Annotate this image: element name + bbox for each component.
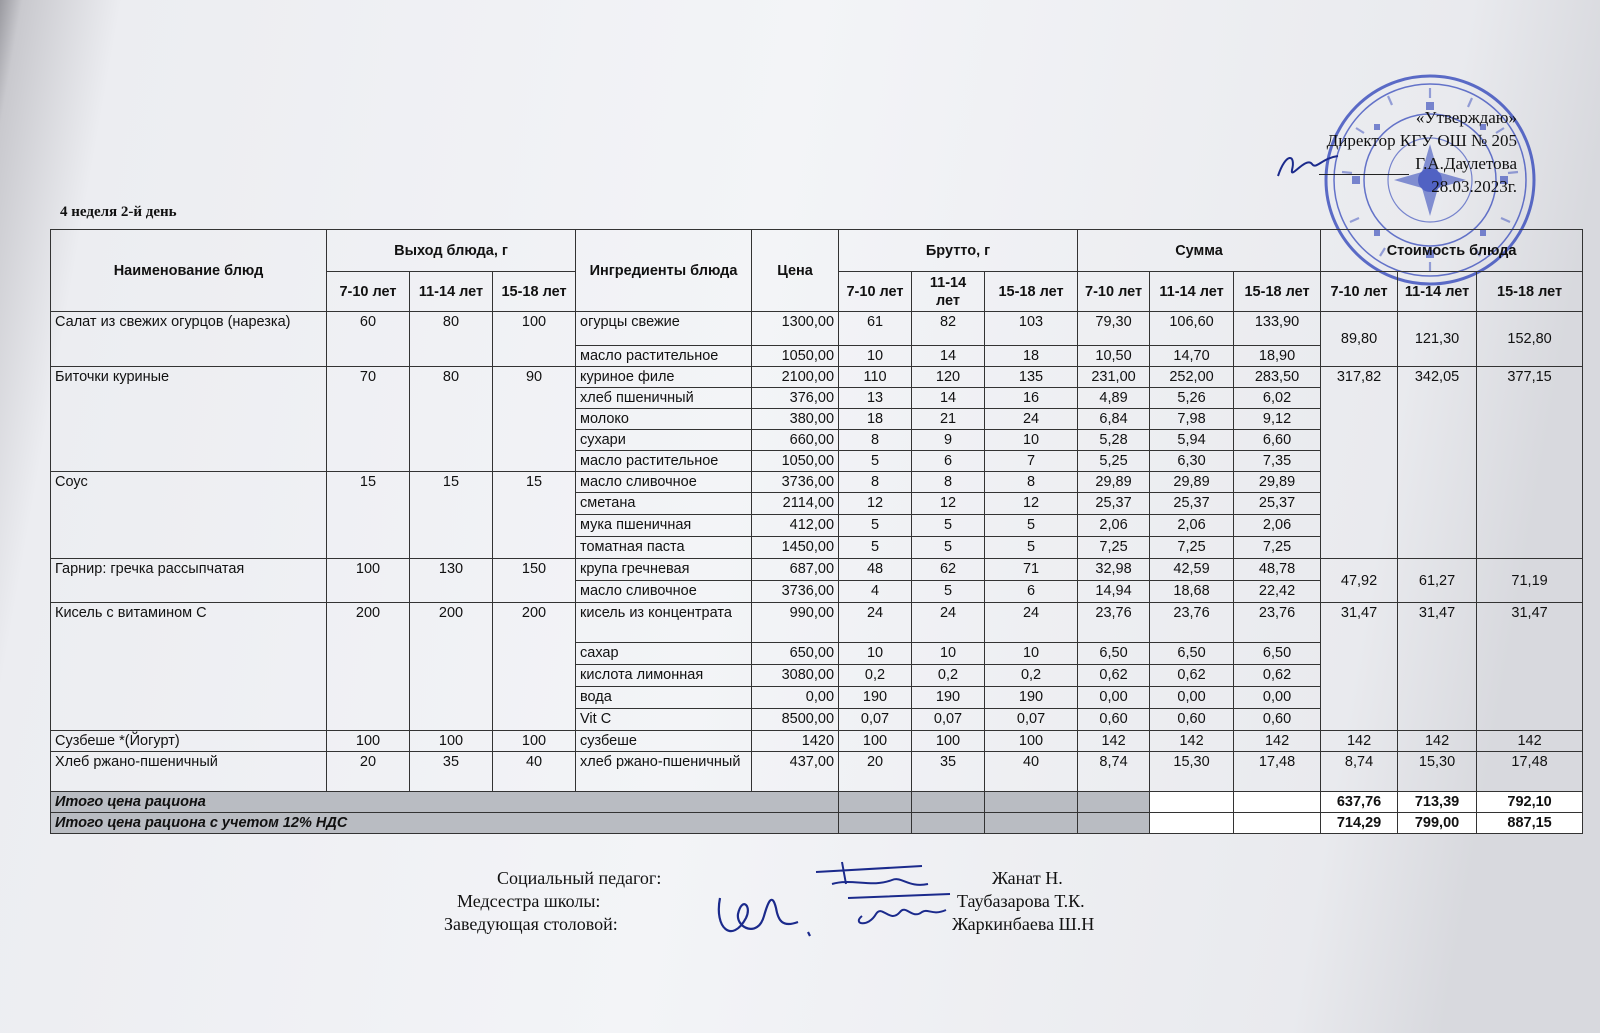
dish-cost: 31,47 bbox=[1398, 603, 1477, 731]
ingredient-price: 650,00 bbox=[752, 643, 839, 665]
ingredient-sum: 0,00 bbox=[1234, 687, 1321, 709]
ingredient-sum: 25,37 bbox=[1078, 493, 1150, 515]
dish-name: Сузбеше *(Йогурт) bbox=[51, 731, 327, 752]
ingredient-gross: 5 bbox=[985, 537, 1078, 559]
signature-role-canteen: Заведующая столовой: bbox=[444, 914, 618, 934]
dish-name: Хлеб ржано-пшеничный bbox=[51, 752, 327, 792]
ingredient-name: молоко bbox=[576, 409, 752, 430]
total-empty-cell bbox=[1234, 792, 1321, 813]
table-row bbox=[51, 752, 1583, 792]
ingredient-sum: 5,26 bbox=[1150, 388, 1234, 409]
header-output-age1: 7-10 лет bbox=[327, 272, 410, 312]
ingredient-sum: 8,74 bbox=[1078, 752, 1150, 792]
ingredient-gross: 13 bbox=[839, 388, 912, 409]
ingredient-gross: 0,2 bbox=[839, 665, 912, 687]
dish-cost: 17,48 bbox=[1477, 752, 1583, 792]
ingredient-sum: 7,25 bbox=[1078, 537, 1150, 559]
dish-output: 80 bbox=[410, 312, 493, 367]
dish-output: 15 bbox=[493, 472, 576, 559]
dish-output: 100 bbox=[410, 731, 493, 752]
ingredient-sum: 25,37 bbox=[1234, 493, 1321, 515]
ingredient-price: 2114,00 bbox=[752, 493, 839, 515]
ingredient-name: огурцы свежие bbox=[576, 312, 752, 346]
ingredient-sum: 0,60 bbox=[1150, 709, 1234, 731]
ingredient-gross: 5 bbox=[912, 515, 985, 537]
ingredient-sum: 10,50 bbox=[1078, 346, 1150, 367]
ingredient-gross: 0,2 bbox=[985, 665, 1078, 687]
ingredient-sum: 5,94 bbox=[1150, 430, 1234, 451]
signature-name-canteen: Жаркинбаева Ш.Н bbox=[952, 914, 1095, 934]
ingredient-sum: 25,37 bbox=[1150, 493, 1234, 515]
ingredient-sum: 7,25 bbox=[1234, 537, 1321, 559]
ingredient-sum: 18,68 bbox=[1150, 581, 1234, 603]
total-empty-cell bbox=[912, 792, 985, 813]
total-empty-cell bbox=[1078, 813, 1150, 834]
ingredient-sum: 231,00 bbox=[1078, 367, 1150, 388]
dish-name: Биточки куриные bbox=[51, 367, 327, 472]
ingredient-gross: 62 bbox=[912, 559, 985, 581]
table-row bbox=[51, 312, 1583, 346]
menu-table bbox=[50, 229, 1583, 834]
ingredient-price: 687,00 bbox=[752, 559, 839, 581]
ingredient-gross: 18 bbox=[839, 409, 912, 430]
handwritten-signature-2 bbox=[712, 888, 822, 948]
ingredient-sum: 7,98 bbox=[1150, 409, 1234, 430]
ingredient-sum: 0,00 bbox=[1150, 687, 1234, 709]
ingredient-name: хлеб пшеничный bbox=[576, 388, 752, 409]
ingredient-sum: 2,06 bbox=[1078, 515, 1150, 537]
dish-cost: 31,47 bbox=[1321, 603, 1398, 731]
ingredient-name: вода bbox=[576, 687, 752, 709]
dish-output: 200 bbox=[410, 603, 493, 731]
dish-output: 70 bbox=[327, 367, 410, 472]
dish-cost: 89,80 bbox=[1321, 312, 1398, 367]
header-dish: Наименование блюд bbox=[51, 230, 327, 312]
header-cost: Стоимость блюда bbox=[1321, 230, 1583, 272]
dish-output: 150 bbox=[493, 559, 576, 603]
dish-cost: 377,15 bbox=[1477, 367, 1583, 559]
approval-date: 28.03.2023г. bbox=[1431, 177, 1517, 196]
ingredient-sum: 79,30 bbox=[1078, 312, 1150, 346]
ingredient-gross: 4 bbox=[839, 581, 912, 603]
header-output-age2: 11-14 лет bbox=[410, 272, 493, 312]
ingredient-gross: 103 bbox=[985, 312, 1078, 346]
dish-output: 20 bbox=[327, 752, 410, 792]
dish-cost: 61,27 bbox=[1398, 559, 1477, 603]
header-sum: Сумма bbox=[1078, 230, 1321, 272]
dish-output: 80 bbox=[410, 367, 493, 472]
ingredient-price: 1450,00 bbox=[752, 537, 839, 559]
ingredient-gross: 5 bbox=[985, 515, 1078, 537]
ingredient-gross: 8 bbox=[912, 472, 985, 493]
ingredient-gross: 48 bbox=[839, 559, 912, 581]
ingredient-sum: 106,60 bbox=[1150, 312, 1234, 346]
ingredient-sum: 14,70 bbox=[1150, 346, 1234, 367]
ingredient-gross: 190 bbox=[912, 687, 985, 709]
ingredient-gross: 35 bbox=[912, 752, 985, 792]
ingredient-gross: 24 bbox=[912, 603, 985, 643]
total-empty-cell bbox=[1150, 813, 1234, 834]
total-value: 713,39 bbox=[1398, 792, 1477, 813]
ingredient-sum: 0,60 bbox=[1078, 709, 1150, 731]
dish-output: 60 bbox=[327, 312, 410, 367]
ingredient-gross: 8 bbox=[839, 430, 912, 451]
dish-output: 15 bbox=[410, 472, 493, 559]
approval-title: «Утверждаю» bbox=[1415, 108, 1517, 127]
total-empty-cell bbox=[1078, 792, 1150, 813]
ingredient-gross: 5 bbox=[839, 515, 912, 537]
ingredient-sum: 7,35 bbox=[1234, 451, 1321, 472]
ingredient-sum: 5,25 bbox=[1078, 451, 1150, 472]
ingredient-sum: 142 bbox=[1078, 731, 1150, 752]
ingredient-sum: 6,60 bbox=[1234, 430, 1321, 451]
ingredient-name: Vit C bbox=[576, 709, 752, 731]
ingredient-price: 1300,00 bbox=[752, 312, 839, 346]
total-row bbox=[51, 813, 1583, 834]
total-label: Итого цена рациона с учетом 12% НДС bbox=[51, 813, 839, 834]
ingredient-gross: 16 bbox=[985, 388, 1078, 409]
dish-cost: 15,30 bbox=[1398, 752, 1477, 792]
dish-cost: 31,47 bbox=[1477, 603, 1583, 731]
signature-name-social: Жанат Н. bbox=[992, 868, 1063, 888]
signature-name-nurse: Таубазарова Т.К. bbox=[957, 891, 1085, 911]
ingredient-price: 1050,00 bbox=[752, 346, 839, 367]
ingredient-sum: 6,50 bbox=[1078, 643, 1150, 665]
ingredient-sum: 283,50 bbox=[1234, 367, 1321, 388]
signature-role-social: Социальный педагог: bbox=[497, 868, 662, 888]
ingredient-gross: 24 bbox=[985, 409, 1078, 430]
ingredient-gross: 10 bbox=[912, 643, 985, 665]
ingredient-gross: 21 bbox=[912, 409, 985, 430]
ingredient-price: 3736,00 bbox=[752, 581, 839, 603]
dish-output: 90 bbox=[493, 367, 576, 472]
header-sum-age1: 7-10 лет bbox=[1078, 272, 1150, 312]
ingredient-sum: 6,30 bbox=[1150, 451, 1234, 472]
ingredient-price: 3736,00 bbox=[752, 472, 839, 493]
ingredient-sum: 23,76 bbox=[1150, 603, 1234, 643]
header-cost-age2: 11-14 лет bbox=[1398, 272, 1477, 312]
ingredient-gross: 24 bbox=[985, 603, 1078, 643]
ingredient-gross: 14 bbox=[912, 346, 985, 367]
handwritten-signature-3 bbox=[842, 890, 952, 930]
ingredient-sum: 17,48 bbox=[1234, 752, 1321, 792]
ingredient-sum: 22,42 bbox=[1234, 581, 1321, 603]
dish-output: 100 bbox=[493, 312, 576, 367]
ingredient-gross: 190 bbox=[839, 687, 912, 709]
ingredient-sum: 0,00 bbox=[1078, 687, 1150, 709]
ingredient-gross: 0,07 bbox=[985, 709, 1078, 731]
total-value: 714,29 bbox=[1321, 813, 1398, 834]
ingredient-sum: 14,94 bbox=[1078, 581, 1150, 603]
ingredient-name: масло сливочное bbox=[576, 472, 752, 493]
ingredient-name: кисель из концентрата bbox=[576, 603, 752, 643]
ingredient-sum: 0,62 bbox=[1078, 665, 1150, 687]
ingredient-gross: 5 bbox=[912, 581, 985, 603]
ingredient-gross: 0,07 bbox=[912, 709, 985, 731]
ingredient-sum: 252,00 bbox=[1150, 367, 1234, 388]
dish-name: Салат из свежих огурцов (нарезка) bbox=[51, 312, 327, 367]
ingredient-gross: 71 bbox=[985, 559, 1078, 581]
ingredient-gross: 12 bbox=[839, 493, 912, 515]
ingredient-sum: 6,84 bbox=[1078, 409, 1150, 430]
ingredient-sum: 9,12 bbox=[1234, 409, 1321, 430]
ingredient-sum: 5,28 bbox=[1078, 430, 1150, 451]
dish-cost: 71,19 bbox=[1477, 559, 1583, 603]
ingredient-price: 660,00 bbox=[752, 430, 839, 451]
total-empty-cell bbox=[1150, 792, 1234, 813]
ingredient-sum: 4,89 bbox=[1078, 388, 1150, 409]
dish-output: 100 bbox=[327, 731, 410, 752]
ingredient-gross: 8 bbox=[985, 472, 1078, 493]
ingredient-sum: 42,59 bbox=[1150, 559, 1234, 581]
ingredient-gross: 10 bbox=[839, 346, 912, 367]
header-cost-age1: 7-10 лет bbox=[1321, 272, 1398, 312]
dish-cost: 142 bbox=[1477, 731, 1583, 752]
ingredient-gross: 8 bbox=[839, 472, 912, 493]
header-gross: Брутто, г bbox=[839, 230, 1078, 272]
header-sum-age2: 11-14 лет bbox=[1150, 272, 1234, 312]
total-empty-cell bbox=[839, 813, 912, 834]
ingredient-gross: 10 bbox=[985, 430, 1078, 451]
ingredient-sum: 142 bbox=[1234, 731, 1321, 752]
ingredient-gross: 9 bbox=[912, 430, 985, 451]
ingredient-price: 2100,00 bbox=[752, 367, 839, 388]
ingredient-gross: 0,07 bbox=[839, 709, 912, 731]
dish-cost: 142 bbox=[1398, 731, 1477, 752]
ingredient-sum: 32,98 bbox=[1078, 559, 1150, 581]
ingredient-gross: 24 bbox=[839, 603, 912, 643]
ingredient-name: хлеб ржано-пшеничный bbox=[576, 752, 752, 792]
ingredient-gross: 61 bbox=[839, 312, 912, 346]
ingredient-gross: 12 bbox=[912, 493, 985, 515]
table-row bbox=[51, 731, 1583, 752]
total-value: 637,76 bbox=[1321, 792, 1398, 813]
dish-name: Соус bbox=[51, 472, 327, 559]
menu-document bbox=[22, 0, 1582, 1033]
ingredient-price: 437,00 bbox=[752, 752, 839, 792]
ingredient-price: 412,00 bbox=[752, 515, 839, 537]
ingredient-name: сузбеше bbox=[576, 731, 752, 752]
ingredient-sum: 0,62 bbox=[1234, 665, 1321, 687]
total-empty-cell bbox=[985, 813, 1078, 834]
director-signature bbox=[1272, 146, 1342, 186]
ingredient-sum: 23,76 bbox=[1234, 603, 1321, 643]
ingredient-name: томатная паста bbox=[576, 537, 752, 559]
ingredient-name: крупа гречневая bbox=[576, 559, 752, 581]
ingredient-name: мука пшеничная bbox=[576, 515, 752, 537]
total-empty-cell bbox=[912, 813, 985, 834]
menu-body bbox=[51, 312, 1583, 834]
total-empty-cell bbox=[985, 792, 1078, 813]
day-title: 4 неделя 2-й день bbox=[60, 204, 177, 220]
approval-name: Г.А.Даулетова bbox=[1415, 154, 1517, 173]
total-label: Итого цена рациона bbox=[51, 792, 839, 813]
dish-name: Гарнир: гречка рассыпчатая bbox=[51, 559, 327, 603]
ingredient-sum: 15,30 bbox=[1150, 752, 1234, 792]
ingredient-price: 8500,00 bbox=[752, 709, 839, 731]
ingredient-name: сахар bbox=[576, 643, 752, 665]
dish-output: 15 bbox=[327, 472, 410, 559]
ingredient-gross: 7 bbox=[985, 451, 1078, 472]
ingredient-price: 3080,00 bbox=[752, 665, 839, 687]
ingredient-gross: 120 bbox=[912, 367, 985, 388]
ingredient-gross: 12 bbox=[985, 493, 1078, 515]
dish-output: 40 bbox=[493, 752, 576, 792]
ingredient-sum: 6,02 bbox=[1234, 388, 1321, 409]
header-gross-age3: 15-18 лет bbox=[985, 272, 1078, 312]
ingredient-gross: 14 bbox=[912, 388, 985, 409]
table-row bbox=[51, 603, 1583, 643]
ingredient-gross: 10 bbox=[985, 643, 1078, 665]
ingredient-sum: 7,25 bbox=[1150, 537, 1234, 559]
header-sum-age3: 15-18 лет bbox=[1234, 272, 1321, 312]
ingredient-sum: 0,62 bbox=[1150, 665, 1234, 687]
ingredient-gross: 20 bbox=[839, 752, 912, 792]
ingredient-sum: 2,06 bbox=[1234, 515, 1321, 537]
dish-cost: 152,80 bbox=[1477, 312, 1583, 367]
ingredient-sum: 29,89 bbox=[1150, 472, 1234, 493]
dish-cost: 317,82 bbox=[1321, 367, 1398, 559]
ingredient-gross: 100 bbox=[839, 731, 912, 752]
ingredient-sum: 6,50 bbox=[1234, 643, 1321, 665]
ingredient-sum: 29,89 bbox=[1234, 472, 1321, 493]
dish-cost: 142 bbox=[1321, 731, 1398, 752]
ingredient-name: куриное филе bbox=[576, 367, 752, 388]
dish-output: 200 bbox=[327, 603, 410, 731]
ingredient-name: сметана bbox=[576, 493, 752, 515]
ingredient-gross: 10 bbox=[839, 643, 912, 665]
ingredient-gross: 0,2 bbox=[912, 665, 985, 687]
ingredient-gross: 6 bbox=[985, 581, 1078, 603]
ingredient-gross: 135 bbox=[985, 367, 1078, 388]
header-ingredients: Ингредиенты блюда bbox=[576, 230, 752, 312]
ingredient-price: 376,00 bbox=[752, 388, 839, 409]
ingredient-gross: 5 bbox=[839, 451, 912, 472]
dish-output: 100 bbox=[493, 731, 576, 752]
table-row bbox=[51, 559, 1583, 581]
ingredient-gross: 6 bbox=[912, 451, 985, 472]
ingredient-sum: 48,78 bbox=[1234, 559, 1321, 581]
total-row bbox=[51, 792, 1583, 813]
ingredient-sum: 6,50 bbox=[1150, 643, 1234, 665]
ingredient-gross: 110 bbox=[839, 367, 912, 388]
header-price: Цена bbox=[752, 230, 839, 312]
ingredient-name: масло сливочное bbox=[576, 581, 752, 603]
ingredient-sum: 133,90 bbox=[1234, 312, 1321, 346]
ingredient-sum: 29,89 bbox=[1078, 472, 1150, 493]
header-gross-age1: 7-10 лет bbox=[839, 272, 912, 312]
dish-cost: 121,30 bbox=[1398, 312, 1477, 367]
ingredient-sum: 18,90 bbox=[1234, 346, 1321, 367]
ingredient-sum: 2,06 bbox=[1150, 515, 1234, 537]
dish-name: Кисель с витамином С bbox=[51, 603, 327, 731]
ingredient-name: масло растительное bbox=[576, 451, 752, 472]
dish-output: 100 bbox=[327, 559, 410, 603]
dish-cost: 47,92 bbox=[1321, 559, 1398, 603]
ingredient-sum: 23,76 bbox=[1078, 603, 1150, 643]
header-gross-age2: 11-14 лет bbox=[912, 272, 985, 312]
ingredient-price: 0,00 bbox=[752, 687, 839, 709]
ingredient-price: 990,00 bbox=[752, 603, 839, 643]
ingredient-sum: 142 bbox=[1150, 731, 1234, 752]
ingredient-gross: 40 bbox=[985, 752, 1078, 792]
ingredient-price: 1050,00 bbox=[752, 451, 839, 472]
ingredient-gross: 190 bbox=[985, 687, 1078, 709]
header-output: Выход блюда, г bbox=[327, 230, 576, 272]
total-empty-cell bbox=[839, 792, 912, 813]
ingredient-name: кислота лимонная bbox=[576, 665, 752, 687]
header-output-age3: 15-18 лет bbox=[493, 272, 576, 312]
total-value: 792,10 bbox=[1477, 792, 1583, 813]
dish-cost: 342,05 bbox=[1398, 367, 1477, 559]
ingredient-gross: 82 bbox=[912, 312, 985, 346]
approval-director: Директор КГУ ОШ № 205 bbox=[1326, 131, 1517, 150]
dish-cost: 8,74 bbox=[1321, 752, 1398, 792]
dish-output: 35 bbox=[410, 752, 493, 792]
dish-output: 200 bbox=[493, 603, 576, 731]
table-row bbox=[51, 367, 1583, 388]
ingredient-gross: 100 bbox=[985, 731, 1078, 752]
ingredient-gross: 18 bbox=[985, 346, 1078, 367]
total-empty-cell bbox=[1234, 813, 1321, 834]
ingredient-price: 380,00 bbox=[752, 409, 839, 430]
ingredient-name: масло растительное bbox=[576, 346, 752, 367]
dish-output: 130 bbox=[410, 559, 493, 603]
total-value: 887,15 bbox=[1477, 813, 1583, 834]
header-cost-age3: 15-18 лет bbox=[1477, 272, 1583, 312]
ingredient-sum: 0,60 bbox=[1234, 709, 1321, 731]
ingredient-gross: 100 bbox=[912, 731, 985, 752]
ingredient-price: 1420 bbox=[752, 731, 839, 752]
signature-role-nurse: Медсестра школы: bbox=[457, 891, 601, 911]
total-value: 799,00 bbox=[1398, 813, 1477, 834]
ingredient-name: сухари bbox=[576, 430, 752, 451]
ingredient-gross: 5 bbox=[839, 537, 912, 559]
ingredient-gross: 5 bbox=[912, 537, 985, 559]
